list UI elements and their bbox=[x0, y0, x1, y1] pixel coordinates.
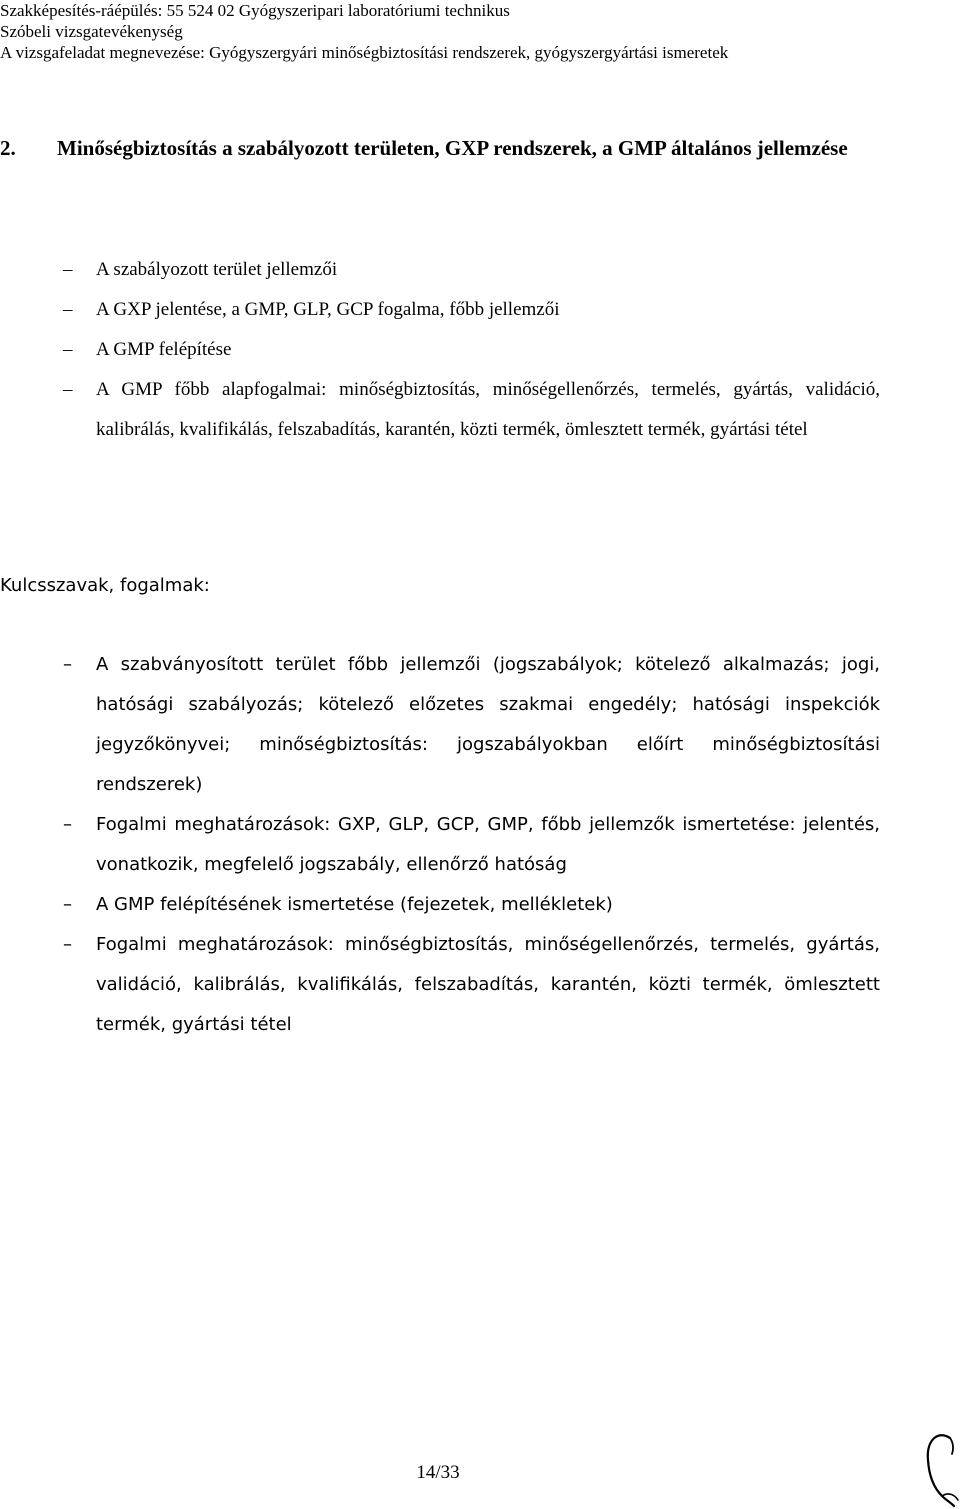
dash-bullet-icon: – bbox=[63, 894, 72, 915]
dash-bullet-icon: – bbox=[63, 814, 72, 835]
page-number: 14/33 bbox=[416, 1462, 460, 1483]
keyword-text: A GMP felépítésének ismertetése (fejezetek, mellékletek) bbox=[96, 894, 613, 915]
list-item bbox=[0, 885, 880, 925]
keyword-text: A szabványosított terület főbb jellemzői (jogszabályok; kötelező alkalmazás; jogi, hatósági szabályozás; kötelező előzetes szakmai engedély; hatósági inspekciók jegyzőkönyvei; minőségbiztosítás: jogszabályokban előírt minőségbiztosítási rendszerek) bbox=[96, 654, 880, 795]
list-item bbox=[0, 370, 880, 450]
dash-bullet-icon: – bbox=[63, 379, 73, 400]
dash-bullet-icon: – bbox=[63, 259, 73, 280]
handwritten-signature bbox=[920, 1428, 960, 1508]
topic-text: A GMP főbb alapfogalmai: minőségbiztosítás, minőségellenőrzés, termelés, gyártás, validáció, kalibrálás, kvalifikálás, felszabadítás, karantén, közti termék, ömlesztett termék, gyártási tétel bbox=[96, 379, 880, 440]
keyword-list bbox=[0, 645, 880, 1045]
keywords-heading: Kulcsszavak, fogalmak: bbox=[0, 575, 210, 596]
header-exam-type: Szóbeli vizsgatevékenység bbox=[0, 22, 183, 41]
list-item bbox=[0, 925, 880, 1045]
list-item bbox=[0, 645, 880, 805]
dash-bullet-icon: – bbox=[63, 339, 73, 360]
section-heading bbox=[0, 128, 880, 168]
list-item bbox=[0, 805, 880, 885]
dash-bullet-icon: – bbox=[63, 654, 72, 675]
list-item bbox=[0, 330, 880, 370]
topic-list bbox=[0, 250, 880, 450]
keyword-text: Fogalmi meghatározások: minőségbiztosítás, minőségellenőrzés, termelés, gyártás, validáció, kalibrálás, kvalifikálás, felszabadítás, karantén, közti termék, ömlesztett termék, gyártási tétel bbox=[96, 934, 880, 1035]
section-title-text: Minőségbiztosítás a szabályozott területen, GXP rendszerek, a GMP általános jellemzése bbox=[57, 136, 848, 160]
page-header bbox=[0, 0, 960, 63]
list-item bbox=[0, 250, 880, 290]
header-task-name: A vizsgafeladat megnevezése: Gyógyszergyári minőségbiztosítási rendszerek, gyógyszergyártási ismeretek bbox=[0, 43, 729, 62]
topic-text: A GMP felépítése bbox=[96, 339, 232, 360]
topic-text: A GXP jelentése, a GMP, GLP, GCP fogalma, főbb jellemzői bbox=[96, 299, 560, 320]
header-qualification: Szakképesítés-ráépülés: 55 524 02 Gyógyszeripari laboratóriumi technikus bbox=[0, 1, 510, 20]
section-number: 2. bbox=[0, 136, 16, 160]
keyword-text: Fogalmi meghatározások: GXP, GLP, GCP, GMP, főbb jellemzők ismertetése: jelentés, vonatkozik, megfelelő jogszabály, ellenőrző hatóság bbox=[96, 814, 880, 875]
dash-bullet-icon: – bbox=[63, 299, 73, 320]
topic-text: A szabályozott terület jellemzői bbox=[96, 259, 338, 280]
list-item bbox=[0, 290, 880, 330]
dash-bullet-icon: – bbox=[63, 934, 72, 955]
